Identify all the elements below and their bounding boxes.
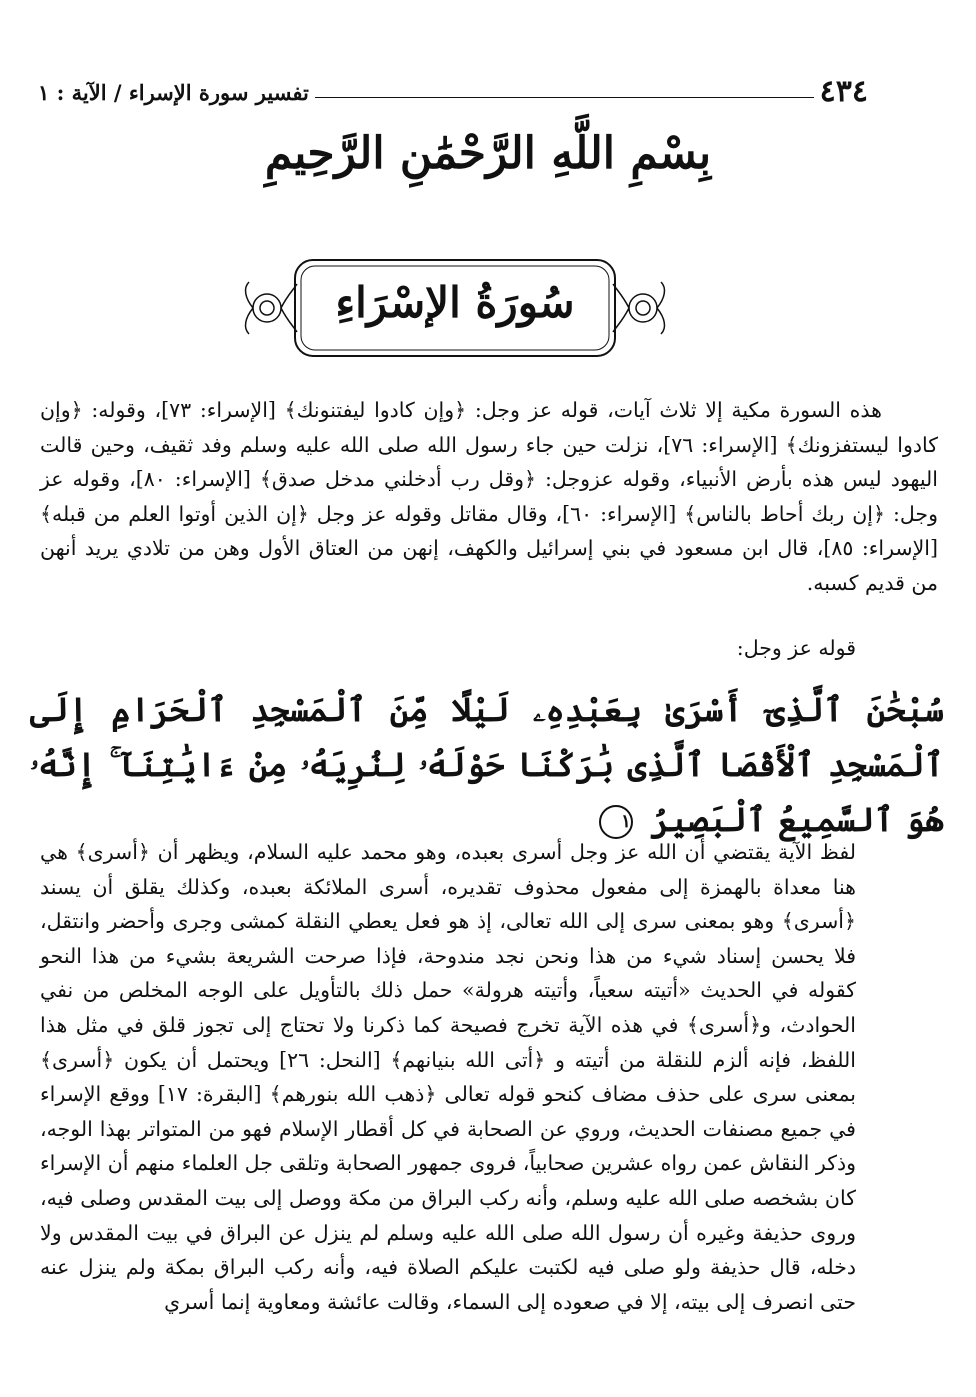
commentary (40, 835, 856, 1319)
verse-number-marker: ١ (599, 805, 633, 839)
page-number: ٤٣٤ (814, 74, 868, 109)
intro-text: هذه السورة مكية إلا ثلاث آيات، قوله عز وجل: ﴿وإن كادوا ليفتنونك﴾ [الإسراء: ٧٣]، وقوله: ﴿وإن كادوا ليستفزونك﴾ [الإسراء: ٧٦]، نزلت حين جاء رسول الله صلى الله عليه وسلم وفد ثقيف، وحين قالت اليهود ليس هذه بأرض الأنبياء، وقوله عزوجل: ﴿وقل رب أدخلني مدخل صدق﴾ [الإسراء: ٨٠]، وقوله عز وجل: ﴿إن ربك أحاط بالناس﴾ [الإسراء: ٦٠]، وقال مقاتل وقوله عز وجل ﴿إن الذين أوتوا العلم من قبله﴾ [الإسراء: ٨٥]، قال ابن مسعود في بني إسرائيل والكهف، إنهن من العتاق الأول وهن من تلادي يريد أنهن من قديم كسبه. (40, 398, 938, 595)
surah-title: سُورَةُ الإسْرَاءِ (335, 278, 575, 327)
basmala: بِسْمِ اللَّهِ الرَّحْمَٰنِ الرَّحِيمِ (264, 128, 712, 179)
commentary-text: لفظ الآية يقتضي أن الله عز وجل أسرى بعبده، وهو محمد عليه السلام، ويظهر أن ﴿أسرى﴾ هي هنا معداة بالهمزة إلى مفعول محذوف تقديره، أسرى الملائكة بعبده، وكذلك يقلق أن يسند ﴿أسرى﴾ وهو بمعنى سرى إلى الله تعالى، إذ هو فعل يعطي النقلة كمشى وجرى وأحضر وانتقل، فلا يحسن إسناد شيء من هذا ونحن نجد مندوحة، فإذا صرحت الشريعة بشيء من هذا النحو كقوله في الحديث «أتيته سعياً، وأتيته هرولة» حمل ذلك بالتأويل على الوجه المخلص من نفي الحوادث، و﴿أسرى﴾ في هذه الآية تخرج فصيحة كما ذكرنا ولا تحتاج إلى تجوز قلق في مثل هذا اللفظ، فإنه ألزم للنقلة من أتيته و ﴿أتى الله بنيانهم﴾ [النحل: ٢٦] ويحتمل أن يكون ﴿أسرى﴾ بمعنى سرى على حذف مضاف كنحو قوله تعالى ﴿ذهب الله بنورهم﴾ [البقرة: ١٧] ووقع الإسراء في جميع مصنفات الحديث، وروي عن الصحابة في كل أقطار الإسلام فهو من المتواتر بهذا الوجه، وذكر النقاش عمن رواه عشرين صحابياً، فروى جمهور الصحابة وتلقى جل العلماء منهم أن الإسراء كان بشخصه صلى الله عليه وسلم، وأنه ركب البراق من مكة ووصل إلى بيت المقدس وصلى فيه، وروى حذيفة وغيره أن رسول الله صلى الله عليه وسلم لم ينزل عن البراق في بيت المقدس ولا دخله، قال حذيفة ولو صلى فيه لكتبت عليكم الصلاة فيه، وأنه ركب البراق بمكة ولم ينزل عنه حتى انصرف إلى بيته، إلا في صعوده إلى السماء، وقالت عائشة ومعاوية إنما أسري (40, 840, 856, 1314)
intro-paragraph (40, 393, 938, 600)
quran-verse (30, 682, 944, 847)
header-rule (258, 97, 864, 98)
running-head: تفسير سورة الإسراء / الآية : ١ (38, 80, 315, 105)
surah-title-cartouche (235, 238, 675, 378)
verse-text: سُبْحَٰنَ ٱلَّذِىٓ أَسْرَىٰ بِعَبْدِهِۦ لَيْلًا مِّنَ ٱلْمَسْجِدِ ٱلْحَرَامِ إِلَى ٱلْمَسْجِدِ ٱلْأَقْصَا ٱلَّذِى بَٰرَكْنَا حَوْلَهُۥ لِنُرِيَهُۥ مِنْ ءَايَٰتِنَآ ۚ إِنَّهُۥ هُوَ ٱلسَّمِيعُ ٱلْبَصِيرُ (30, 690, 944, 839)
lead-in: قوله عز وجل: (736, 636, 856, 660)
